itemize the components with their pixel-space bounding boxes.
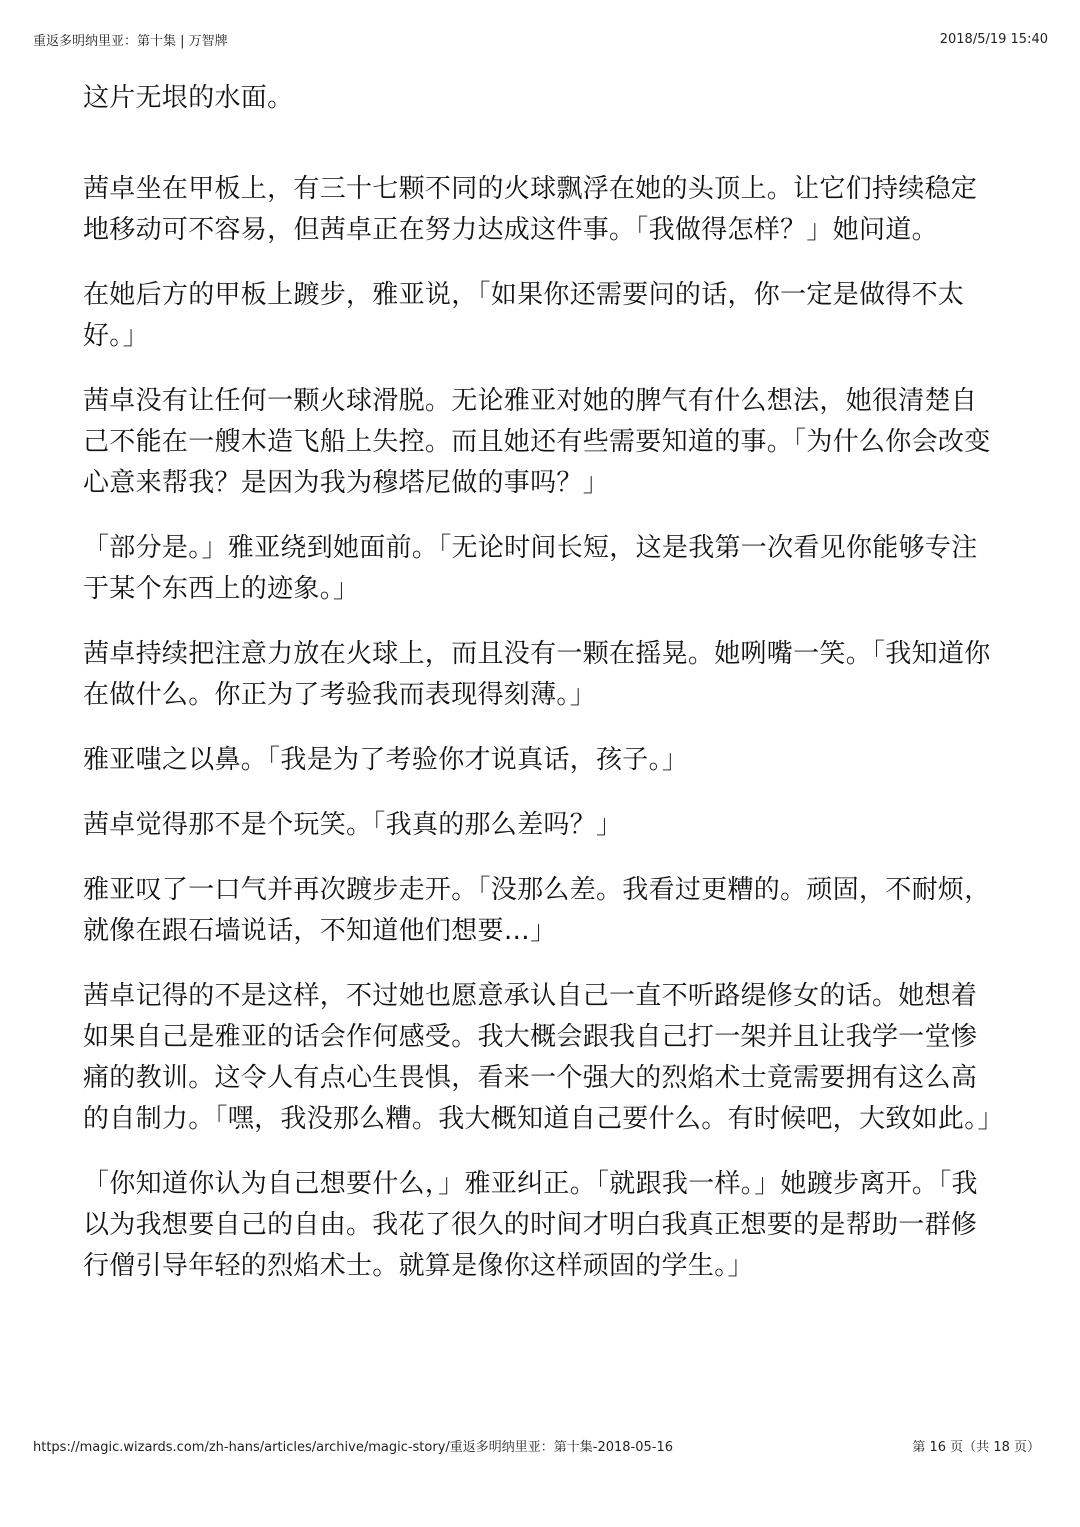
print-datetime: 2018/5/19 15:40 xyxy=(939,32,1048,47)
paragraph: 茜卓坐在甲板上，有三十七颗不同的火球飘浮在她的头顶上。让它们持续稳定地移动可不容易，但茜卓正在努力达成这件事。「我做得怎样？」她问道。 xyxy=(83,174,978,245)
page-number: 第 16 页（共 18 页） xyxy=(912,1440,1040,1455)
print-header xyxy=(33,30,1048,49)
paragraph: 茜卓没有让任何一颗火球滑脱。无论雅亚对她的脾气有什么想法，她很清楚自己不能在一艘木造飞船上失控。而且她还有些需要知道的事。「为什么你会改变心意来帮我？是因为我为穆塔尼做的事吗？」 xyxy=(83,386,991,498)
paragraph: 「部分是。」雅亚绕到她面前。「无论时间长短，这是我第一次看见你能够专注于某个东西上的迹象。」 xyxy=(83,533,978,604)
print-footer xyxy=(33,1436,1040,1455)
paragraph: 茜卓持续把注意力放在火球上，而且没有一颗在摇晃。她咧嘴一笑。「我知道你在做什么。你正为了考验我而表现得刻薄。」 xyxy=(83,639,991,710)
paragraph: 雅亚叹了一口气并再次踱步走开。「没那么差。我看过更糟的。顽固，不耐烦，就像在跟石墙说话，不知道他们想要…」 xyxy=(83,875,991,946)
paragraph: 这片无垠的水面。 xyxy=(83,83,294,113)
paragraph: 「你知道你认为自己想要什么，」雅亚纠正。「就跟我一样。」她踱步离开。「我以为我想要自己的自由。我花了很久的时间才明白我真正想要的是帮助一群修行僧引导年轻的烈焰术士。就算是像你这样顽固的学生。」 xyxy=(83,1169,978,1281)
paragraph: 在她后方的甲板上踱步，雅亚说，「如果你还需要问的话，你一定是做得不太好。」 xyxy=(83,280,965,351)
paragraph: 茜卓觉得那不是个玩笑。「我真的那么差吗？」 xyxy=(83,810,623,840)
page-url[interactable]: https://magic.wizards.com/zh-hans/articles/archive/magic-story/重返多明纳里亚：第十集-2018-05-16 xyxy=(33,1440,674,1455)
page-title: 重返多明纳里亚：第十集 | 万智牌 xyxy=(33,34,228,49)
article-body xyxy=(83,78,1004,1311)
paragraph: 茜卓记得的不是这样，不过她也愿意承认自己一直不听路缇修女的话。她想着如果自己是雅亚的话会作何感受。我大概会跟我自己打一架并且让我学一堂惨痛的教训。这令人有点心生畏惧，看来一个强大的烈焰术士竟需要拥有这么高的自制力。「嘿，我没那么糟。我大概知道自己要什么。有时候吧，大致如此。」 xyxy=(83,981,1004,1134)
paragraph: 雅亚嗤之以鼻。「我是为了考验你才说真话，孩子。」 xyxy=(83,745,689,775)
